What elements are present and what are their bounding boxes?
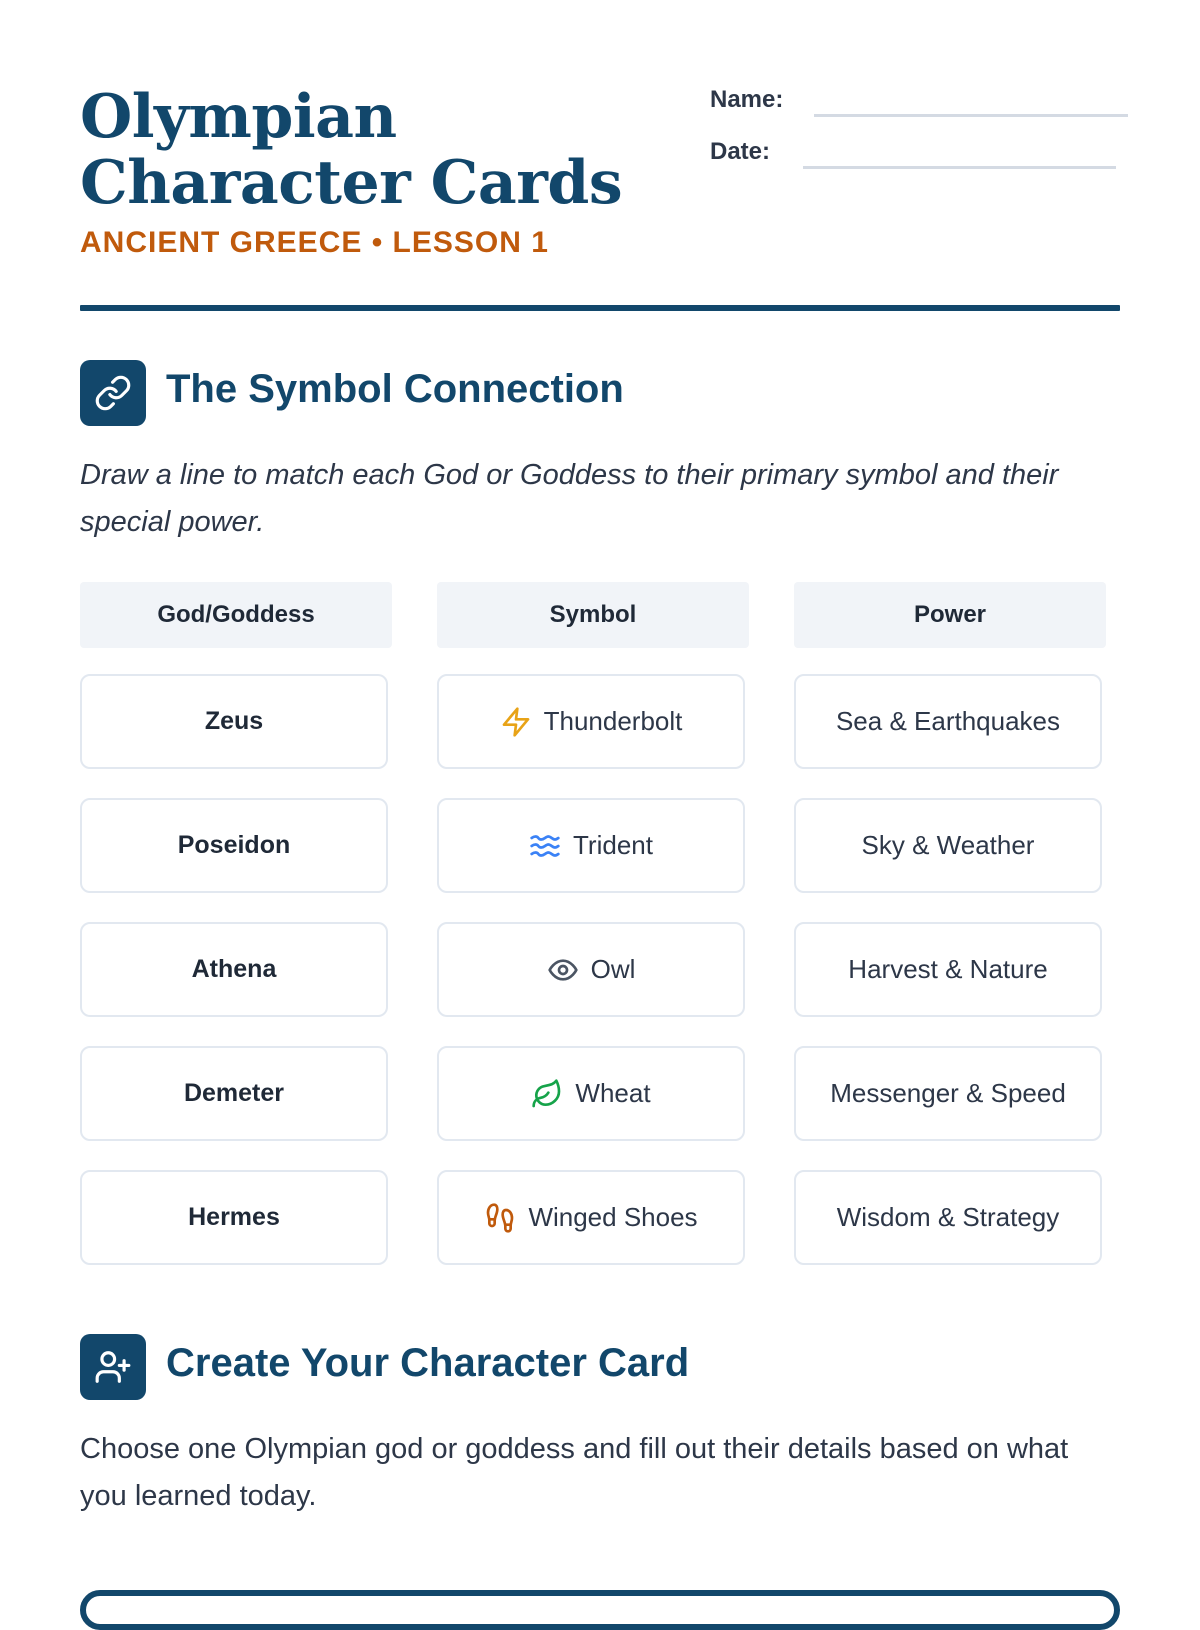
god-card-athena[interactable]: Athena: [80, 922, 388, 1017]
god-card-zeus[interactable]: Zeus: [80, 674, 388, 769]
leaf-icon: [531, 1078, 563, 1110]
symbol-label: Winged Shoes: [528, 1202, 698, 1232]
name-label: Name:: [710, 86, 784, 113]
link-icon: [80, 360, 146, 426]
symbol-card-thunderbolt[interactable]: [437, 674, 745, 769]
section-title-create-card: Create Your Character Card: [166, 1341, 690, 1385]
user-plus-icon: [80, 1334, 146, 1400]
column-header-symbol: Symbol: [437, 582, 749, 648]
symbol-card-trident[interactable]: [437, 798, 745, 893]
symbol-label: Thunderbolt: [543, 706, 683, 736]
eye-icon: [547, 954, 579, 986]
date-line[interactable]: [803, 166, 1116, 169]
column-header-god: God/Goddess: [80, 582, 392, 648]
god-card-hermes[interactable]: Hermes: [80, 1170, 388, 1265]
column-header-power: Power: [794, 582, 1106, 648]
symbol-label: Owl: [590, 954, 636, 984]
power-card-harvest[interactable]: Harvest & Nature: [794, 922, 1102, 1017]
date-label: Date:: [710, 138, 771, 165]
symbol-card-winged-shoes[interactable]: [437, 1170, 745, 1265]
power-card-wisdom[interactable]: Wisdom & Strategy: [794, 1170, 1102, 1265]
symbol-card-owl[interactable]: [437, 922, 745, 1017]
lesson-subtitle: ANCIENT GREECE • LESSON 1: [80, 226, 549, 259]
header-divider: [80, 305, 1120, 311]
power-card-sky[interactable]: Sky & Weather: [794, 798, 1102, 893]
god-card-demeter[interactable]: Demeter: [80, 1046, 388, 1141]
footprints-icon: [484, 1202, 516, 1234]
page-title: Olympian Character Cards: [80, 82, 623, 218]
lightning-icon: [500, 706, 532, 738]
card-instructions: Choose one Olympian god or goddess and fill out their details based on what you learned today.: [80, 1433, 1069, 1512]
waves-icon: [529, 830, 561, 862]
power-card-messenger[interactable]: Messenger & Speed: [794, 1046, 1102, 1141]
symbol-card-wheat[interactable]: [437, 1046, 745, 1141]
symbol-label: Trident: [573, 830, 653, 860]
symbol-label: Wheat: [575, 1078, 651, 1108]
section-title-symbol-connection: The Symbol Connection: [166, 367, 624, 411]
worksheet-page: [80, 0, 1120, 1600]
matching-instructions: Draw a line to match each God or Goddess to their primary symbol and their special power.: [80, 459, 1059, 538]
name-field[interactable]: [710, 86, 1120, 126]
character-card-frame: [80, 1590, 1120, 1630]
power-card-sea[interactable]: Sea & Earthquakes: [794, 674, 1102, 769]
name-line[interactable]: [814, 114, 1128, 117]
god-card-poseidon[interactable]: Poseidon: [80, 798, 388, 893]
date-field[interactable]: [710, 138, 1120, 178]
